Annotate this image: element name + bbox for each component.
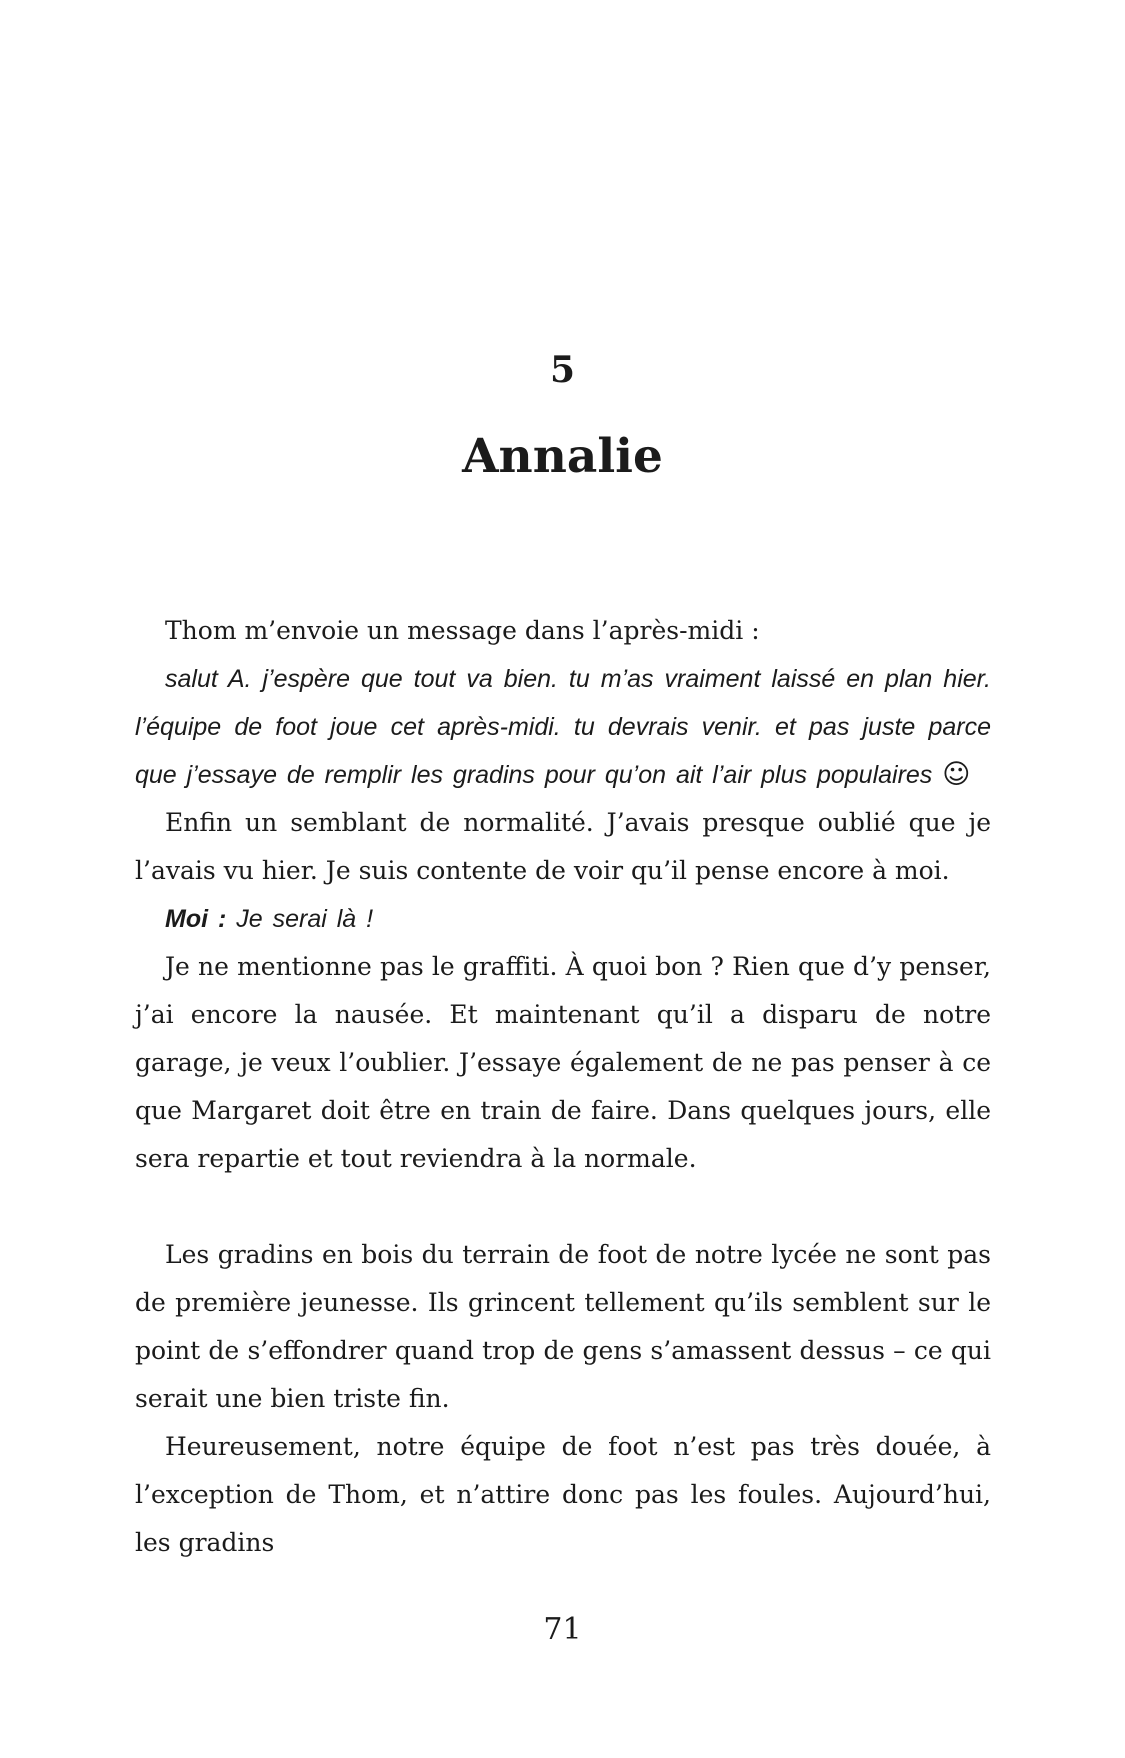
chapter-title: Annalie <box>462 429 663 484</box>
reply-text: Je serai là ! <box>226 905 374 933</box>
paragraph-equipe: Heureusement, notre équipe de foot n’est pas très douée, à l’exception de Thom, et n’attire donc pas les foules. Aujourd’hui, les gradins <box>135 1432 991 1557</box>
page-body <box>135 607 991 1567</box>
paragraph-text-message <box>135 655 991 799</box>
page-number: 71 <box>543 1612 582 1647</box>
paragraph-gradins: Les gradins en bois du terrain de foot de notre lycée ne sont pas de première jeunesse. Ils grincent tellement qu’ils semblent sur le point de s’effondrer quand trop de gens s’amassent dessus – ce qui serait une bien triste fin. <box>135 1240 991 1413</box>
text-message-body: salut A. j’espère que tout va bien. tu m’as vraiment laissé en plan hier. l’équipe de foot joue cet après-midi. tu devrais venir. et pas juste parce que j’essaye de remplir les gradins pour qu’on ait l’air plus populaires <box>135 665 991 789</box>
paragraph-graffiti: Je ne mentionne pas le graffiti. À quoi bon ? Rien que d’y penser, j’ai encore la nausée. Et maintenant qu’il a disparu de notre garage, je veux l’oublier. J’essaye également de ne pas penser à ce que Margaret doit être en train de faire. Dans quelques jours, elle sera repartie et tout reviendra à la normale. <box>135 952 991 1173</box>
paragraph-reply <box>135 895 991 943</box>
paragraph-intro: Thom m’envoie un message dans l’après-midi : <box>165 616 760 645</box>
reply-speaker-label: Moi : <box>165 905 227 933</box>
paragraph-normalite: Enfin un semblant de normalité. J’avais presque oublié que je l’avais vu hier. Je suis contente de voir qu’il pense encore à moi. <box>135 808 991 885</box>
smiley-icon: ☺ <box>942 759 971 790</box>
chapter-number: 5 <box>549 349 576 391</box>
